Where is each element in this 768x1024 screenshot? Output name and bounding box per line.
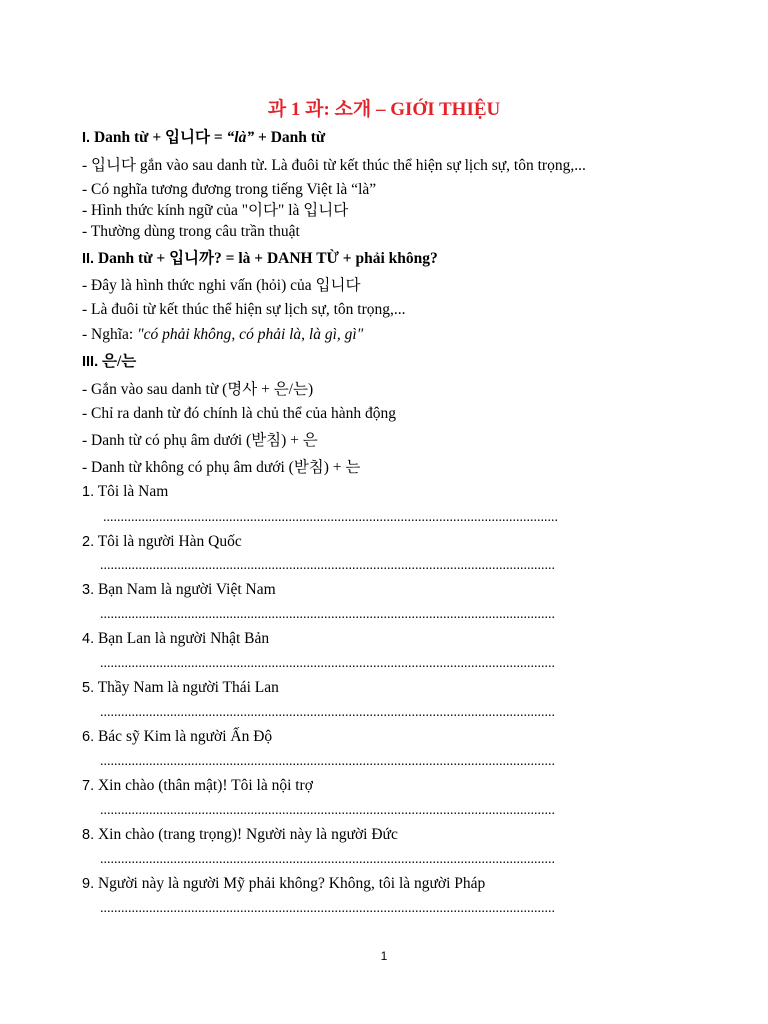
section-1-line-4: - Thường dùng trong câu trần thuật bbox=[82, 223, 300, 240]
section-3-heading-text: 은/는 bbox=[102, 353, 137, 370]
answer-line[interactable]: .................................................................................................................................. bbox=[100, 705, 555, 720]
answer-line[interactable]: .................................................................................................................................. bbox=[100, 656, 555, 671]
section-2-line-1: - Đây là hình thức nghi vấn (hỏi) của 입니다 bbox=[82, 277, 361, 294]
section-2-heading bbox=[82, 249, 438, 269]
exercise-item bbox=[82, 874, 485, 894]
page-number: 1 bbox=[380, 949, 388, 963]
page-title: 과 1 과: 소개 – GIỚI THIỆU bbox=[267, 99, 501, 120]
exercise-text: Bạn Nam là người Việt Nam bbox=[97, 581, 276, 598]
exercise-item bbox=[82, 825, 398, 845]
exercise-item bbox=[82, 482, 168, 502]
section-2-meaning-pre: - Nghĩa: bbox=[82, 326, 138, 343]
exercise-text: Xin chào (trang trọng)! Người này là người Đức bbox=[97, 826, 398, 843]
answer-line[interactable]: .................................................................................................................................. bbox=[100, 852, 555, 867]
answer-line[interactable]: .................................................................................................................................. bbox=[100, 558, 555, 573]
section-3-label: III. bbox=[82, 354, 99, 370]
exercise-text: Người này là người Mỹ phải không? Không, tôi là người Pháp bbox=[97, 875, 486, 892]
exercise-number: 7. bbox=[82, 778, 95, 794]
section-3-line-3: - Danh từ có phụ âm dưới (받침) + 은 bbox=[82, 432, 318, 449]
section-3-line-4: - Danh từ không có phụ âm dưới (받침) + 는 bbox=[82, 459, 361, 476]
exercise-number: 3. bbox=[82, 582, 95, 598]
exercise-item bbox=[82, 580, 276, 600]
section-3-line-1: - Gắn vào sau danh từ (명사 + 은/는) bbox=[82, 381, 314, 398]
answer-line[interactable]: .................................................................................................................................. bbox=[100, 607, 555, 622]
section-1-line-3: - Hình thức kính ngữ của "이다" là 입니다 bbox=[82, 202, 349, 219]
exercise-number: 1. bbox=[82, 484, 95, 500]
section-3-line-2: - Chỉ ra danh từ đó chính là chủ thể của hành động bbox=[82, 405, 397, 422]
exercise-text: Bác sỹ Kim là người Ấn Độ bbox=[97, 728, 273, 745]
exercise-text: Thầy Nam là người Thái Lan bbox=[97, 679, 279, 696]
exercise-number: 5. bbox=[82, 680, 95, 696]
section-1-heading bbox=[82, 128, 325, 148]
exercise-number: 8. bbox=[82, 827, 95, 843]
exercise-item bbox=[82, 776, 313, 796]
exercise-item bbox=[82, 532, 242, 552]
answer-line[interactable]: .................................................................................................................................. bbox=[100, 901, 555, 916]
section-2-label: II. bbox=[82, 251, 95, 267]
section-1-label: I. bbox=[82, 130, 91, 146]
exercise-number: 6. bbox=[82, 729, 95, 745]
exercise-item bbox=[82, 629, 269, 649]
exercise-text: Tôi là người Hàn Quốc bbox=[97, 533, 242, 550]
exercise-text: Bạn Lan là người Nhật Bản bbox=[97, 630, 270, 647]
exercise-item bbox=[82, 678, 279, 698]
exercise-number: 9. bbox=[82, 876, 95, 892]
exercise-text: Tôi là Nam bbox=[97, 483, 169, 500]
section-1-heading-em: “là” bbox=[226, 129, 255, 146]
answer-line[interactable]: .................................................................................................................................. bbox=[103, 510, 558, 525]
section-3-heading bbox=[82, 352, 136, 372]
section-2-meaning bbox=[82, 325, 363, 345]
section-2-line-2: - Là đuôi từ kết thúc thể hiện sự lịch sự, tôn trọng,... bbox=[82, 301, 406, 318]
answer-line[interactable]: .................................................................................................................................. bbox=[100, 803, 555, 818]
exercise-number: 4. bbox=[82, 631, 95, 647]
exercise-number: 2. bbox=[82, 534, 95, 550]
section-1-heading-post: + Danh từ bbox=[254, 129, 326, 146]
section-2-heading-text: Danh từ + 입니까? = là + DANH TỪ + phải không? bbox=[97, 250, 438, 267]
section-1-line-1: - 입니다 gắn vào sau danh từ. Là đuôi từ kết thúc thể hiện sự lịch sự, tôn trọng,... bbox=[82, 157, 586, 174]
section-1-line-2: - Có nghĩa tương đương trong tiếng Việt là “là” bbox=[82, 181, 377, 198]
exercise-item bbox=[82, 727, 272, 747]
answer-line[interactable]: .................................................................................................................................. bbox=[100, 754, 555, 769]
section-2-meaning-em: "có phải không, có phải là, là gì, gì" bbox=[137, 326, 364, 343]
exercise-text: Xin chào (thân mật)! Tôi là nội trợ bbox=[97, 777, 313, 794]
section-1-heading-pre: Danh từ + 입니다 = bbox=[93, 129, 227, 146]
